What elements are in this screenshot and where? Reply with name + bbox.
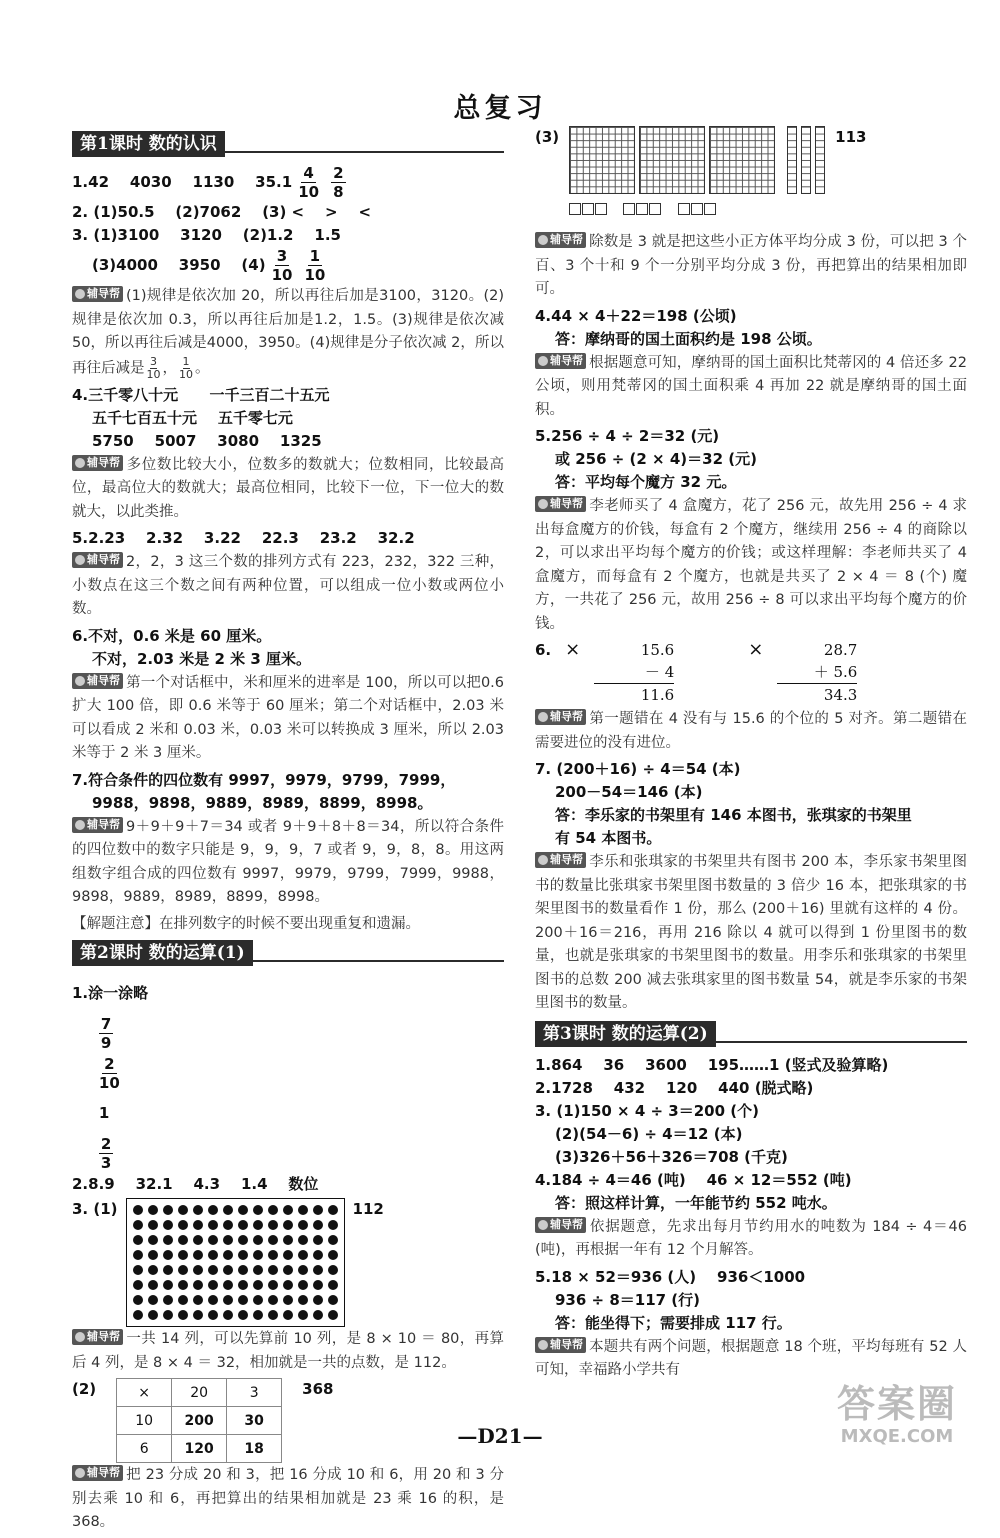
helper-note-r4: 辅导帮 根据题意可知，摩纳哥的国土面积比梵蒂冈的 4 倍还多 22 公顷，则用梵蒂冈的国土面积乘 4 再加 22 就是摩纳哥的国土面积。 [535,353,967,418]
dot [223,1250,233,1260]
dot [148,1280,158,1290]
r-answer-7b: 200－54＝146 (本) [555,783,703,801]
fraction: $\frac{4}{10}$ [298,164,320,201]
dot [133,1205,143,1215]
dot [253,1280,263,1290]
multiplication-table: × 20 3 10 200 30 6 120 18 [116,1378,282,1463]
dot [253,1250,263,1260]
dot [178,1295,188,1305]
helper-note-r7: 辅导帮 李乐和张琪家的书架里共有图书 200 本，李乐家书架里图书的数量比张琪家书架里图书数量的 3 倍少 16 本，把张琪家的书架里图书的数量看作 1 份，那么 (200＋16) 里就有这样的 4 份。200＋16＝216，再用 216 除以 4 就可以得到 1 份里图书的数量，也就是张琪家的书架里图书的数量。用李乐和张琪家的书架里图书的总数 200 减去张琪家里的图书数量 54，就是李乐家的书架里图书的数量。 [535,853,967,1011]
answer-5: 5.2.23 2.32 3.22 22.3 23.2 32.2 [72,529,415,547]
dot [253,1220,263,1230]
helper-note-r6: 辅导帮 第一题错在 4 没有与 15.6 的个位的 5 对齐。第二题错在需要进位的没有进位。 [535,710,967,751]
dot [178,1310,188,1320]
dot [208,1295,218,1305]
dot [328,1235,338,1245]
section-header-3: 第3课时 数的运算(2) [535,1020,967,1048]
dot [268,1280,278,1290]
helper-note-s2-3b: 辅导帮 把 23 分成 20 和 3，把 16 分成 10 和 6，用 20 和 3 分别去乘 10 和 6，再把算出的结果相加就是 23 乘 16 的积，是 368。 [72,1466,504,1530]
dot [313,1250,323,1260]
right-column [535,126,967,1386]
dot [328,1265,338,1275]
section-header-2: 第2课时 数的运算(1) [72,939,504,967]
vertical-calc-1: 15.6 － 4 11.6 [594,639,674,706]
dot [238,1205,248,1215]
dot [208,1280,218,1290]
dot [148,1295,158,1305]
dot [298,1265,308,1275]
dot [208,1310,218,1320]
dot [133,1280,143,1290]
dot [268,1205,278,1215]
dot [223,1220,233,1230]
dot [253,1295,263,1305]
dot [133,1295,143,1305]
dot [268,1310,278,1320]
dot [193,1265,203,1275]
dot [193,1235,203,1245]
dot [328,1205,338,1215]
answer-4b: 五千七百五十元 五千零七元 [92,408,293,427]
dot [208,1205,218,1215]
dot [133,1220,143,1230]
s3-answer-3a: 3. (1)150 × 4 ÷ 3＝200 (个) [535,1101,759,1120]
dot [253,1310,263,1320]
dot [253,1235,263,1245]
dot [208,1220,218,1230]
dot [163,1220,173,1230]
helper-note-s3-4: 辅导帮 依据题意，先求出每月节约用水的吨数为 184 ÷ 4＝46 (吨)，再根据一年有 12 个月解答。 [535,1217,967,1258]
dot [328,1295,338,1305]
answer-1: 1.42 4030 1130 35.1 $\frac{4}{10}$ $\frac{2}{8}$ [72,164,344,201]
dot [313,1220,323,1230]
r-answer-5-ans: 答：平均每个魔方 32 元。 [555,473,737,491]
s2-answer-3b: (2) × 20 3 10 200 30 6 120 18 368 [72,1378,504,1463]
r-answer-7-ans2: 有 54 本图书。 [555,829,662,847]
dot [193,1250,203,1260]
r-answer-7-ans1: 答：李乐家的书架里有 146 本图书，张琪家的书架里 [555,806,912,824]
r-answer-7a: 7. (200＋16) ÷ 4＝54 (本) [535,760,741,778]
answer-3a: 3. (1)3100 3120 (2)1.2 1.5 [72,226,341,244]
dot [283,1235,293,1245]
dot [178,1265,188,1275]
dot [223,1295,233,1305]
dot [298,1250,308,1260]
dot [163,1280,173,1290]
helper-note-r5: 辅导帮 李老师买了 4 盒魔方，花了 256 元，故先用 256 ÷ 4 求出每盒魔方的价钱，每盒有 2 个魔方，继续用 256 ÷ 4 的商除以 2，可以求出平均每个魔方的价钱；或这样理解：李老师共买了 4 盒魔方，而每盒有 2 个魔方，也就是共买了 2 × 4 ＝ 8 (个) 魔方，一共花了 256 元，故用 256 ÷ 8 可以求出平均每个魔方的价钱。 [535,497,967,632]
dot [283,1220,293,1230]
dot [223,1280,233,1290]
dot [208,1265,218,1275]
dot [268,1220,278,1230]
dot [298,1220,308,1230]
dot [133,1265,143,1275]
dot [298,1235,308,1245]
dot [178,1280,188,1290]
helper-note-1: 辅导帮 (1)规律是依次加 20，所以再往后加是3100，3120。(2)规律是依次加 0.3，所以再往后加是1.2，1.5。(3)规律是依次减 50，所以再往后减是4000，3950。(4)规律是分子依次减 2，所以再往后减是 $\frac{3}{10}$ ， $\frac{1}{10}$ 。 [72,287,504,381]
dot [298,1295,308,1305]
dot [313,1280,323,1290]
answer-2: 2. (1)50.5 (2)7062 (3) < > < [72,203,372,221]
dot [178,1220,188,1230]
dot [238,1310,248,1320]
dot [223,1310,233,1320]
answer-7a: 7.符合条件的四位数有 9997，9979，9799，7999， [72,770,456,789]
helper-note-4: 辅导帮 多位数比较大小，位数多的数就大；位数相同，比较最高位，最高位大的数就大；最高位相同，比较下一位，下一位大的数就大，以此类推。 [72,455,504,520]
dot [253,1265,263,1275]
dot [148,1310,158,1320]
answer-3b: (3)4000 3950 (4) $\frac{3}{10}$ $\frac{1}{10}$ [92,247,326,284]
dot [268,1250,278,1260]
dot [298,1310,308,1320]
dot [133,1310,143,1320]
fraction: $\frac{2}{8}$ [333,164,344,201]
s3-answer-5a: 5.18 × 52＝936 (人) 936＜1000 [535,1267,806,1286]
dot [178,1250,188,1260]
dot [268,1295,278,1305]
dot [313,1235,323,1245]
dot [163,1250,173,1260]
dot [283,1280,293,1290]
dot [238,1250,248,1260]
dot [238,1295,248,1305]
dot [163,1235,173,1245]
dot [328,1280,338,1290]
dot [313,1265,323,1275]
s3-answer-3b: (2)(54－6) ÷ 4＝12 (本) [555,1124,743,1143]
s2-answer-1: 1.涂一涂略 $\frac{7}{9}$ $\frac{2}{10}$ 1 $\frac{2}{3}$ [72,984,149,1172]
left-column [72,130,504,1538]
dot [193,1205,203,1215]
helper-note-7: 辅导帮 9＋9＋9＋7＝34 或者 9＋9＋8＋8＝34，所以符合条件的四位数中的数字只能是 9，9，9，7 或者 9，9，8，8。用这两组数字组合成的四位数有 9997，9979，9799，7999，9988，9898，9889，8989，8899，8998。 [72,817,504,905]
helper-note-6: 辅导帮 第一个对话框中，米和厘米的进率是 100，所以可以把0.6扩大 100 倍，即 0.6 米等于 60 厘米；第二个对话框中，2.03 米可以看成 2 米和 0.03 米，0.03 米可以转换成 3 厘米，所以 2.03 米等于 2 米 3 厘米。 [72,673,504,761]
r-answer-3: (3) 113 [535,126,967,230]
dot [313,1295,323,1305]
dot [313,1310,323,1320]
answer-6b: 不对，2.03 米是 2 米 3 厘米。 [92,649,311,668]
dot [313,1205,323,1215]
r-answer-5b: 或 256 ÷ (2 × 4)＝32 (元) [555,450,757,468]
dot [193,1295,203,1305]
r-answer-4: 4.44 × 4＋22＝198 (公顷) [535,306,737,325]
s2-answer-3: 3. (1) 112 [72,1198,504,1327]
helper-note-s3-5: 辅导帮 本题共有两个问题，根据题意 18 个班，平均每班有 52 人可知，幸福路小学共有 [535,1337,967,1378]
dot [298,1280,308,1290]
s3-answer-5b: 936 ÷ 8＝117 (行) [555,1290,701,1309]
dot-array [126,1198,345,1327]
dot [223,1235,233,1245]
vertical-calc-2: 28.7 ＋ 5.6 34.3 [777,639,857,706]
dot [268,1235,278,1245]
base-ten-blocks [569,126,825,194]
page-title: 总复习 [453,93,547,124]
helper-note-5: 辅导帮 2，2，3 这三个数的排列方式有 223，232，322 三种，小数点在这三个数之间有两种位置，可以组成一位小数或两位小数。 [72,553,504,617]
s3-answer-4-ans: 答：照这样计算，一年能节约 552 吨水。 [555,1193,837,1212]
dot [133,1250,143,1260]
s3-answer-5-ans: 答：能坐得下；需要排成 117 行。 [555,1313,792,1332]
s3-answer-4: 4.184 ÷ 4＝46 (吨) 46 × 12＝552 (吨) [535,1170,852,1189]
s3-answer-3c: (3)326＋56＋326＝708 (千克) [555,1147,788,1166]
answer-4c: 5750 5007 3080 1325 [92,431,322,450]
helper-note-r3: 辅导帮 除数是 3 就是把这些小正方体平均分成 3 份，可以把 3 个百、3 个十和 9 个一分别平均分成 3 份，再把算出的结果相加即可。 [535,233,967,297]
dot [193,1220,203,1230]
watermark: 答案圈 MXQE.COM [836,1382,957,1447]
dot [148,1220,158,1230]
dot [208,1235,218,1245]
helper-note-s2-3: 辅导帮 一共 14 列，可以先算前 10 列，是 8 × 10 ＝ 80，再算后 4 列，是 8 × 4 ＝ 32，相加就是一共的点数，是 112。 [72,1330,504,1371]
note-7: 【解题注意】在排列数字的时候不要出现重复和遗漏。 [72,915,420,932]
answer-4a: 4.三千零八十元 一千三百二十五元 [72,385,330,404]
dot [223,1205,233,1215]
dot [163,1295,173,1305]
dot [283,1205,293,1215]
dot [283,1250,293,1260]
answer-7b: 9988，9898，9889，8989，8899，8998。 [92,793,433,812]
dot [238,1280,248,1290]
s2-answer-2: 2.8.9 32.1 4.3 1.4 数位 [72,1175,319,1193]
dot [148,1250,158,1260]
dot [193,1310,203,1320]
dot [253,1205,263,1215]
helper-icon: 辅导帮 [72,286,123,302]
dot [328,1220,338,1230]
dot [163,1205,173,1215]
dot [148,1205,158,1215]
dot [148,1265,158,1275]
r-answer-5a: 5.256 ÷ 4 ÷ 2＝32 (元) [535,427,720,445]
dot [193,1280,203,1290]
dot [223,1265,233,1275]
dot [148,1235,158,1245]
dot [208,1250,218,1260]
dot [163,1310,173,1320]
wrong-mark: × [565,639,581,660]
dot [283,1265,293,1275]
unit-cubes [569,200,825,219]
dot [283,1310,293,1320]
s3-answer-1: 1.864 36 3600 195……1 (竖式及验算略) [535,1055,889,1074]
answer-6a: 6.不对，0.6 米是 60 厘米。 [72,626,272,645]
dot [268,1265,278,1275]
s3-answer-2: 2.1728 432 120 440 (脱式略) [535,1078,814,1097]
dot [133,1235,143,1245]
dot [178,1205,188,1215]
page-number: —D21— [457,1424,543,1448]
dot [238,1220,248,1230]
dot [298,1205,308,1215]
dot [238,1235,248,1245]
dot [238,1265,248,1275]
dot [328,1250,338,1260]
dot [283,1295,293,1305]
r-answer-6: 6. × 15.6 － 4 11.6 × 28.7 ＋ 5.6 34.3 [535,639,858,704]
dot [163,1265,173,1275]
dot [328,1310,338,1320]
dot [178,1235,188,1245]
section-header-1: 第1课时 数的认识 [72,130,504,158]
r-answer-4-ans: 答：摩纳哥的国土面积约是 198 公顷。 [555,329,822,348]
